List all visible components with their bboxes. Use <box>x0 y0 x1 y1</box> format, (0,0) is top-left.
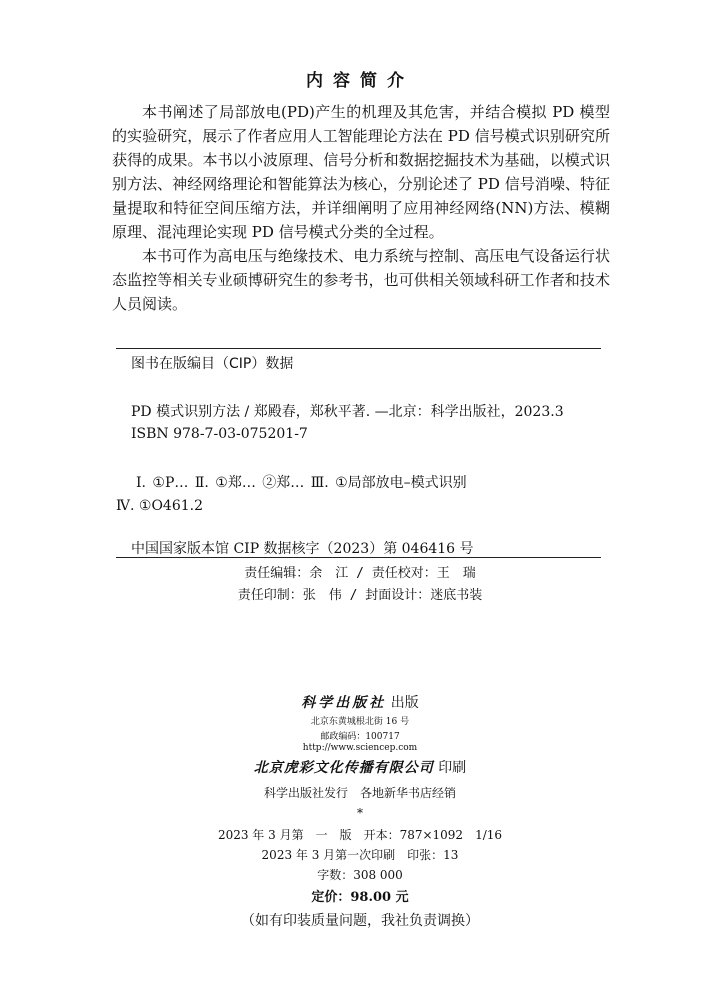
separator-star: * <box>357 806 363 820</box>
printing-line: 2023 年 3 月第一次印刷 印张：13 <box>261 848 459 862</box>
edition-line: 2023 年 3 月第 一 版 开本：787×1092 1/16 <box>217 828 503 842</box>
printer-line <box>0 757 720 777</box>
publisher-line <box>0 692 720 712</box>
cip-record-line: PD 模式识别方法 / 郑殿春，郑秋平著. —北京：科学出版社，2023.3 <box>131 404 564 420</box>
publisher-website: http://www.sciencep.com <box>302 743 418 753</box>
cip-bottom-rule <box>116 557 601 558</box>
intro-paragraph-2: 本书可作为高电压与绝缘技术、电力系统与控制、高压电气设备运行状态监控等相关专业硕博研究生的参考书，也可供相关领域科研工作者和技术人员阅读。 <box>112 247 610 313</box>
production-credits: 责任印制：张 伟 / 封面设计：迷底书装 <box>237 588 483 603</box>
cip-subject-line: Ⅰ. ①P… Ⅱ. ①郑… ②郑… Ⅲ. ①局部放电–模式识别 <box>136 475 467 491</box>
cip-isbn: ISBN 978-7-03-075201-7 <box>131 426 308 442</box>
publisher-address: 北京东黄城根北街 16 号 <box>310 717 410 727</box>
postal-code: 邮政编码：100717 <box>320 732 400 742</box>
distribution-line: 科学出版社发行 各地新华书店经销 <box>263 786 456 800</box>
cip-approval-number: 中国国家版本馆 CIP 数据核字（2023）第 046416 号 <box>131 541 474 557</box>
publisher-logo-text: 科学出版社 <box>301 695 387 711</box>
editor-credits: 责任编辑：余 江 / 责任校对：王 瑞 <box>244 566 476 581</box>
intro-paragraph-1: 本书阐述了局部放电(PD)产生的机理及其危害，并结合模拟 PD 模型的实验研究，展示了作者应用人工智能理论方法在 PD 信号模式识别研究所获得的成果。本书以小波原理、信号分析和数据挖掘技术为基础，以模式识别方法、神经网络理论和智能算法为核心，分别论述了 PD 信号消噪、特征量提取和特征空间压缩方法，并详细阐明了应用神经网络(NN)方法、模糊原理、混沌理论实现 PD 信号模式分类的全过程。 <box>112 103 610 241</box>
intro-text <box>112 100 610 316</box>
word-count: 字数：308 000 <box>317 868 403 882</box>
cip-classification: Ⅳ. ①O461.2 <box>116 498 203 514</box>
printer-name: 北京虎彩文化传播有限公司 <box>253 760 434 776</box>
printer-suffix: 印刷 <box>438 760 467 776</box>
cip-top-rule <box>116 348 601 349</box>
price: 定价：98.00 元 <box>311 890 409 905</box>
cip-heading: 图书在版编目（CIP）数据 <box>131 356 294 372</box>
publisher-suffix: 出版 <box>390 695 419 711</box>
quality-notice: （如有印装质量问题，我社负责调换） <box>241 913 479 929</box>
page-title: 内容简介 <box>306 71 414 91</box>
